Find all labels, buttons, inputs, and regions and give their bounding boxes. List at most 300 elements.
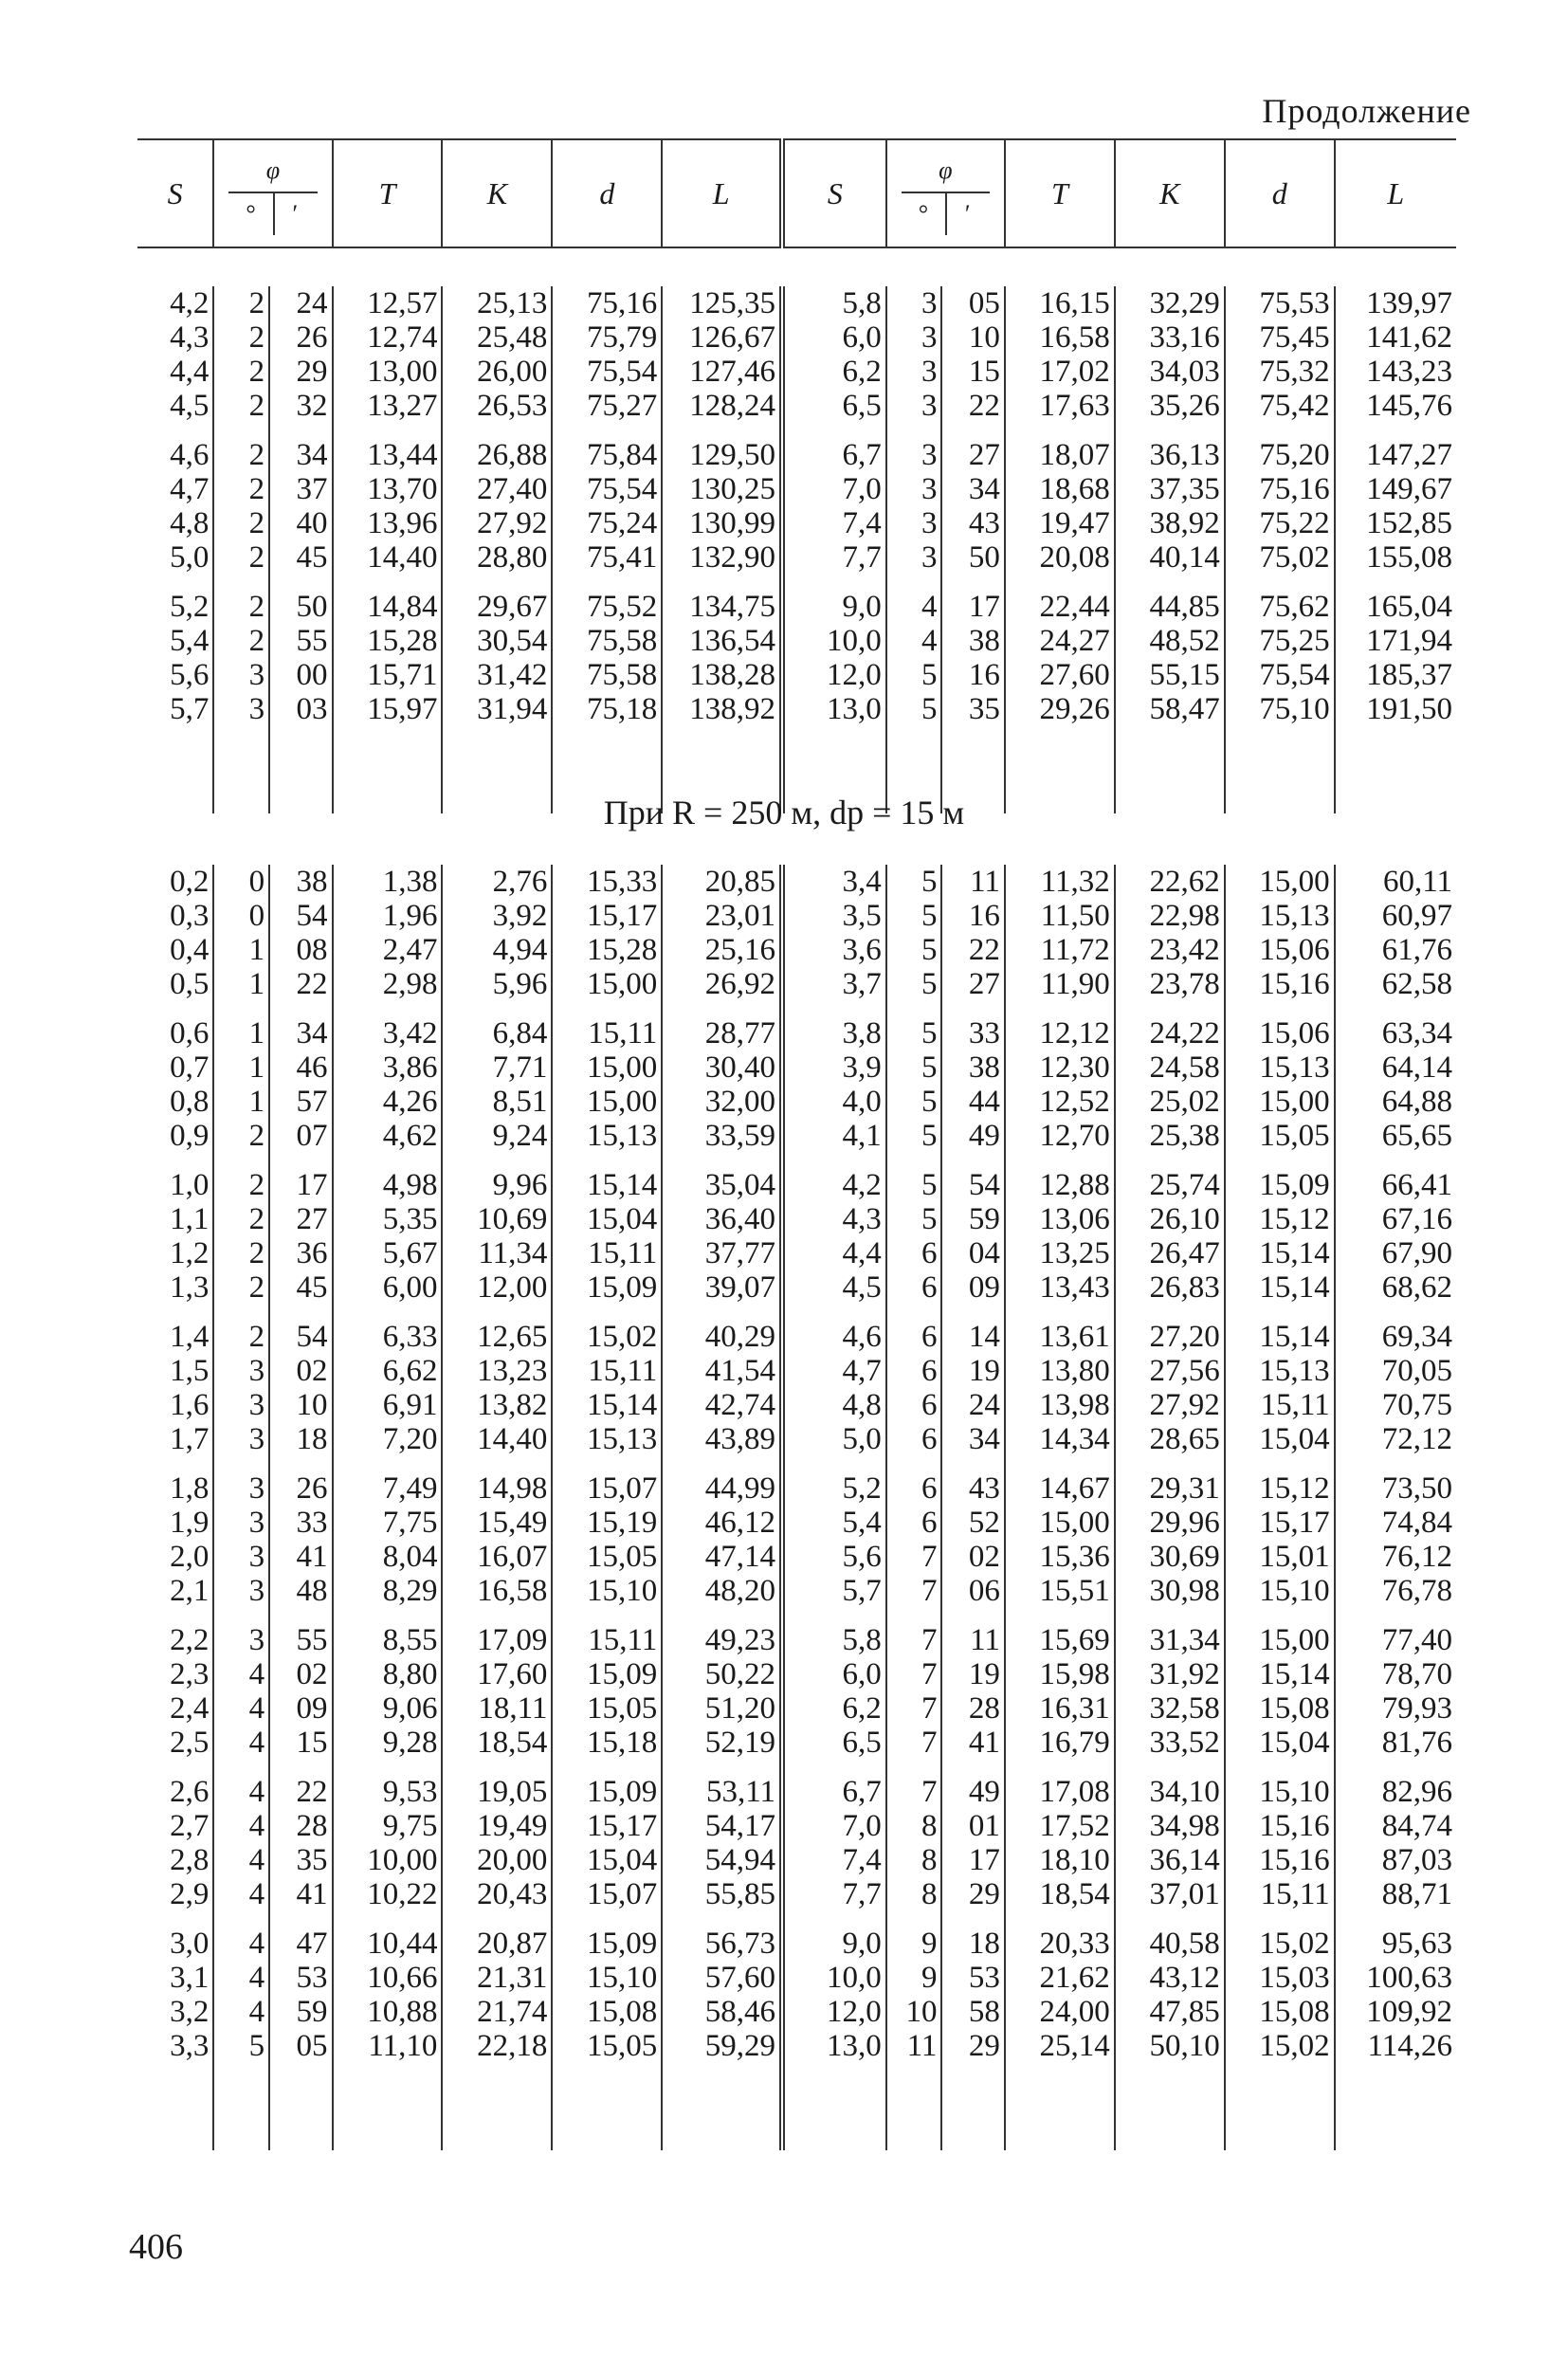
cell-phi-deg: 5 [213,2029,269,2063]
cell-k2: 32,29 [1115,286,1225,320]
page-number: 406 [129,2227,183,2267]
cell-t: 4,26 [333,1085,443,1119]
cell-s: 1,5 [170,1354,210,1388]
cell-k: 20,87 [442,1927,552,1961]
cell-s2: 6,2 [782,355,886,389]
cell-phi-min2: 19 [941,1354,1004,1388]
cell-phi-min: 50 [269,590,332,624]
cell-phi-min: 57 [269,1085,332,1119]
cell-k2: 40,14 [1115,540,1225,575]
cell-l2: 139,97 [1335,286,1456,320]
cell-t2: 11,90 [1005,967,1115,1001]
cell-k: 4,94 [442,933,552,967]
cell-k: 26,88 [442,438,552,472]
cell-phi-deg: 3 [213,1540,269,1574]
cell-k2: 25,38 [1115,1119,1225,1153]
cell-phi-deg2: 9 [886,1961,942,1995]
cell-s2: 4,7 [782,1354,886,1388]
cell-t2: 19,47 [1005,506,1115,540]
cell-t2: 13,80 [1005,1354,1115,1388]
cell-k2: 31,34 [1115,1623,1225,1657]
cell-phi-min: 03 [269,692,332,726]
cell-s2: 12,0 [782,1995,886,2029]
table-row [137,1168,1456,1202]
cell-phi-min2: 05 [941,286,1004,320]
cell-l2: 81,76 [1335,1726,1456,1760]
cell-k2: 27,56 [1115,1354,1225,1388]
header-l: L [1335,139,1456,247]
cell-s: 1,4 [170,1320,210,1354]
cell-t2: 15,00 [1005,1506,1115,1540]
cell-t: 15,28 [333,624,443,658]
cell-l: 50,22 [662,1657,782,1691]
table-row [137,286,1456,320]
cell-t2: 20,08 [1005,540,1115,575]
table-row [137,1691,1456,1726]
cell-phi-min2: 19 [941,1657,1004,1691]
cell-s: 0,6 [170,1016,210,1050]
cell-phi-deg: 1 [213,1050,269,1085]
cell-k2: 58,47 [1115,692,1225,726]
cell-t: 7,20 [333,1422,443,1456]
cell-t: 9,75 [333,1809,443,1843]
cell-s2: 4,5 [782,1270,886,1305]
cell-phi-deg2: 7 [886,1540,942,1574]
cell-d2: 15,10 [1225,1775,1335,1809]
cell-phi-min2: 41 [941,1726,1004,1760]
table-row [137,1775,1456,1809]
cell-d2: 15,08 [1225,1691,1335,1726]
cell-s: 5,6 [170,658,210,692]
cell-s: 0,2 [170,865,210,899]
cell-phi-deg: 1 [213,967,269,1001]
cell-phi-min: 22 [269,967,332,1001]
cell-phi-deg: 1 [213,1016,269,1050]
cell-d2: 15,06 [1225,1016,1335,1050]
cell-l2: 95,63 [1335,1927,1456,1961]
cell-k2: 32,58 [1115,1691,1225,1726]
cell-phi-deg2: 11 [886,2029,942,2063]
cell-t: 11,10 [333,2029,443,2063]
cell-k2: 44,85 [1115,590,1225,624]
cell-l: 129,50 [662,438,782,472]
cell-k: 15,49 [442,1506,552,1540]
cell-l: 41,54 [662,1354,782,1388]
cell-phi-min2: 38 [941,624,1004,658]
cell-l: 51,20 [662,1691,782,1726]
header-t: T [333,139,443,247]
cell-d2: 15,09 [1225,1168,1335,1202]
cell-l: 136,54 [662,624,782,658]
cell-k: 19,49 [442,1809,552,1843]
cell-phi-min2: 43 [941,506,1004,540]
table-row [137,692,1456,726]
cell-k2: 27,92 [1115,1388,1225,1422]
cell-t: 10,88 [333,1995,443,2029]
cell-l: 35,04 [662,1168,782,1202]
cell-l: 58,46 [662,1995,782,2029]
cell-d: 15,09 [552,1657,662,1691]
cell-phi-deg2: 8 [886,1809,942,1843]
cell-s2: 4,3 [782,1202,886,1236]
header-s: S [782,139,886,247]
cell-d: 15,10 [552,1574,662,1608]
cell-d: 15,11 [552,1623,662,1657]
table-row [137,933,1456,967]
cell-d2: 15,14 [1225,1236,1335,1270]
cell-d: 15,00 [552,967,662,1001]
cell-phi-deg: 2 [213,1119,269,1153]
table-row [137,1927,1456,1961]
cell-l2: 60,11 [1335,865,1456,899]
cell-phi-deg: 3 [213,1354,269,1388]
cell-phi-min: 45 [269,1270,332,1305]
header-phi-label: φ [265,156,281,184]
cell-s2: 4,6 [782,1320,886,1354]
cell-l2: 165,04 [1335,590,1456,624]
cell-d2: 15,14 [1225,1320,1335,1354]
cell-t2: 29,26 [1005,692,1115,726]
cell-s: 2,8 [170,1843,210,1877]
cell-t2: 13,61 [1005,1320,1115,1354]
cell-phi-deg: 3 [213,1574,269,1608]
cell-phi-min: 34 [269,438,332,472]
cell-phi-min2: 35 [941,692,1004,726]
cell-k2: 29,31 [1115,1471,1225,1506]
header-phi [886,139,1005,247]
cell-phi-min: 26 [269,1471,332,1506]
cell-l2: 61,76 [1335,933,1456,967]
cell-d: 15,17 [552,899,662,933]
cell-phi-min2: 22 [941,933,1004,967]
cell-d2: 75,45 [1225,320,1335,355]
cell-l2: 191,50 [1335,692,1456,726]
cell-phi-deg2: 7 [886,1623,942,1657]
cell-t: 10,44 [333,1927,443,1961]
cell-d: 75,79 [552,320,662,355]
cell-l2: 73,50 [1335,1471,1456,1506]
cell-l2: 74,84 [1335,1506,1456,1540]
cell-d: 15,14 [552,1388,662,1422]
cell-t2: 12,88 [1005,1168,1115,1202]
cell-d: 15,14 [552,1168,662,1202]
cell-k: 6,84 [442,1016,552,1050]
cell-t2: 11,50 [1005,899,1115,933]
cell-k2: 34,10 [1115,1775,1225,1809]
cell-phi-deg2: 5 [886,1168,942,1202]
cell-phi-deg2: 5 [886,933,942,967]
cell-t: 7,49 [333,1471,443,1506]
cell-d2: 15,14 [1225,1270,1335,1305]
cell-d: 15,11 [552,1354,662,1388]
cell-k: 5,96 [442,967,552,1001]
cell-phi-deg: 3 [213,1471,269,1506]
cell-t: 12,57 [333,286,443,320]
cell-k2: 26,47 [1115,1236,1225,1270]
cell-phi-min: 45 [269,540,332,575]
cell-s: 1,3 [170,1270,210,1305]
cell-l2: 100,63 [1335,1961,1456,1995]
cell-l2: 149,67 [1335,472,1456,506]
cell-phi-min2: 22 [941,389,1004,423]
cell-t2: 15,51 [1005,1574,1115,1608]
cell-l2: 68,62 [1335,1270,1456,1305]
cell-phi-deg: 3 [213,658,269,692]
cell-phi-min2: 54 [941,1168,1004,1202]
cell-phi-deg2: 7 [886,1775,942,1809]
cell-t: 8,04 [333,1540,443,1574]
cell-k2: 35,26 [1115,389,1225,423]
cell-k: 13,23 [442,1354,552,1388]
cell-phi-min: 17 [269,1168,332,1202]
cell-k2: 34,03 [1115,355,1225,389]
table-row [137,865,1456,899]
cell-t2: 16,15 [1005,286,1115,320]
cell-t2: 14,67 [1005,1471,1115,1506]
cell-t: 9,06 [333,1691,443,1726]
cell-k: 29,67 [442,590,552,624]
cell-t2: 24,00 [1005,1995,1115,2029]
cell-phi-min: 34 [269,1016,332,1050]
cell-t: 13,70 [333,472,443,506]
cell-l: 48,20 [662,1574,782,1608]
cell-phi-deg: 4 [213,1927,269,1961]
cell-d2: 75,62 [1225,590,1335,624]
cell-s2: 7,4 [782,1843,886,1877]
cell-l2: 76,78 [1335,1574,1456,1608]
cell-s2: 5,4 [782,1506,886,1540]
cell-phi-min2: 17 [941,590,1004,624]
cell-k2: 38,92 [1115,506,1225,540]
cell-s2: 5,8 [782,1623,886,1657]
cell-s: 2,4 [170,1691,210,1726]
cell-d2: 15,03 [1225,1961,1335,1995]
cell-d2: 75,25 [1225,624,1335,658]
cell-t: 13,96 [333,506,443,540]
cell-d2: 75,10 [1225,692,1335,726]
cell-phi-min: 24 [269,286,332,320]
cell-k: 14,98 [442,1471,552,1506]
table-row [137,1085,1456,1119]
cell-t: 7,75 [333,1506,443,1540]
cell-phi-deg: 3 [213,1422,269,1456]
cell-t2: 17,08 [1005,1775,1115,1809]
cell-phi-min: 05 [269,2029,332,2063]
cell-s: 3,3 [170,2029,210,2063]
cell-t2: 18,68 [1005,472,1115,506]
cell-k2: 30,98 [1115,1574,1225,1608]
cell-phi-deg: 2 [213,355,269,389]
cell-s: 1,7 [170,1422,210,1456]
cell-s2: 7,7 [782,1877,886,1911]
cell-s: 2,3 [170,1657,210,1691]
table-row [137,967,1456,1001]
cell-phi-deg2: 5 [886,1050,942,1085]
cell-s2: 3,4 [782,865,886,899]
cell-phi-deg: 2 [213,389,269,423]
cell-t2: 17,52 [1005,1809,1115,1843]
cell-l2: 70,75 [1335,1388,1456,1422]
cell-l: 132,90 [662,540,782,575]
cell-d2: 15,04 [1225,1726,1335,1760]
cell-k: 17,09 [442,1623,552,1657]
cell-k: 31,42 [442,658,552,692]
cell-k2: 36,13 [1115,438,1225,472]
cell-t: 14,40 [333,540,443,575]
cell-s: 2,7 [170,1809,210,1843]
table-row [137,1471,1456,1506]
cell-s: 2,5 [170,1726,210,1760]
cell-phi-min2: 29 [941,1877,1004,1911]
cell-k2: 37,35 [1115,472,1225,506]
cell-s: 3,0 [170,1927,210,1961]
cell-d: 15,08 [552,1995,662,2029]
cell-d: 15,04 [552,1202,662,1236]
cell-s: 0,8 [170,1085,210,1119]
cell-t2: 11,72 [1005,933,1115,967]
cell-k: 20,00 [442,1843,552,1877]
cell-l2: 109,92 [1335,1995,1456,2029]
header-t: T [1005,139,1115,247]
cell-s: 4,4 [170,355,210,389]
cell-s2: 6,5 [782,389,886,423]
cell-phi-deg2: 3 [886,355,942,389]
cell-d2: 15,14 [1225,1657,1335,1691]
cell-s: 4,7 [170,472,210,506]
cell-phi-deg2: 7 [886,1657,942,1691]
cell-phi-min2: 43 [941,1471,1004,1506]
cell-t: 2,98 [333,967,443,1001]
cell-s: 5,0 [170,540,210,575]
cell-k: 7,71 [442,1050,552,1085]
cell-t2: 24,27 [1005,624,1115,658]
cell-t: 9,28 [333,1726,443,1760]
cell-d: 15,00 [552,1085,662,1119]
continuation-table [137,286,1456,813]
cell-k2: 22,98 [1115,899,1225,933]
cell-s2: 13,0 [782,692,886,726]
cell-phi-min: 47 [269,1927,332,1961]
cell-d2: 15,00 [1225,1623,1335,1657]
cell-l2: 64,88 [1335,1085,1456,1119]
table-row [137,624,1456,658]
cell-k2: 25,02 [1115,1085,1225,1119]
cell-t: 9,53 [333,1775,443,1809]
cell-l: 39,07 [662,1270,782,1305]
table-row [137,899,1456,933]
table-row [137,1995,1456,2029]
cell-l2: 72,12 [1335,1422,1456,1456]
cell-l2: 63,34 [1335,1016,1456,1050]
cell-k2: 43,12 [1115,1961,1225,1995]
table-row [137,658,1456,692]
cell-phi-min2: 16 [941,658,1004,692]
cell-phi-deg: 2 [213,1202,269,1236]
section-title: При R = 250 м, dр = 15 м [603,794,965,831]
cell-t2: 11,32 [1005,865,1115,899]
cell-d2: 75,42 [1225,389,1335,423]
cell-t2: 21,62 [1005,1961,1115,1995]
cell-d: 75,16 [552,286,662,320]
cell-l: 54,94 [662,1843,782,1877]
cell-k: 9,24 [442,1119,552,1153]
cell-s2: 7,7 [782,540,886,575]
cell-phi-min2: 11 [941,1623,1004,1657]
cell-phi-deg2: 5 [886,1202,942,1236]
cell-d: 15,02 [552,1320,662,1354]
cell-l: 59,29 [662,2029,782,2063]
cell-k: 21,31 [442,1961,552,1995]
cell-phi-deg2: 6 [886,1471,942,1506]
cell-phi-deg: 4 [213,1961,269,1995]
cell-s: 5,2 [170,590,210,624]
cell-d: 15,13 [552,1119,662,1153]
cell-phi-deg: 2 [213,624,269,658]
header-k: K [442,139,552,247]
cell-phi-deg: 2 [213,320,269,355]
cell-t2: 18,10 [1005,1843,1115,1877]
cell-s2: 4,2 [782,1168,886,1202]
cell-k: 27,40 [442,472,552,506]
r250-table [137,865,1456,2150]
cell-s: 0,7 [170,1050,210,1085]
cell-k2: 31,92 [1115,1657,1225,1691]
cell-k2: 22,62 [1115,865,1225,899]
cell-l: 42,74 [662,1388,782,1422]
cell-l: 126,67 [662,320,782,355]
cell-phi-deg2: 5 [886,899,942,933]
cell-phi-min2: 01 [941,1809,1004,1843]
cell-d2: 15,05 [1225,1119,1335,1153]
header-phi-minute: ′ [292,200,299,228]
cell-d2: 15,02 [1225,2029,1335,2063]
cell-s2: 5,0 [782,1422,886,1456]
cell-t: 6,91 [333,1388,443,1422]
cell-l: 56,73 [662,1927,782,1961]
cell-phi-min: 29 [269,355,332,389]
cell-phi-min2: 58 [941,1995,1004,2029]
cell-l: 33,59 [662,1119,782,1153]
cell-k: 14,40 [442,1422,552,1456]
cell-phi-min: 37 [269,472,332,506]
cell-d2: 15,16 [1225,967,1335,1001]
table-row [137,320,1456,355]
cell-phi-deg: 4 [213,1995,269,2029]
cell-phi-deg: 2 [213,472,269,506]
cell-s2: 7,4 [782,506,886,540]
cell-phi-deg: 4 [213,1843,269,1877]
cell-d2: 15,08 [1225,1995,1335,2029]
cell-t2: 16,58 [1005,320,1115,355]
cell-phi-deg: 2 [213,438,269,472]
cell-phi-min: 02 [269,1657,332,1691]
cell-k: 3,92 [442,899,552,933]
cell-k2: 30,69 [1115,1540,1225,1574]
cell-d: 15,19 [552,1506,662,1540]
cell-s2: 4,1 [782,1119,886,1153]
cell-d2: 15,11 [1225,1877,1335,1911]
cell-s2: 10,0 [782,1961,886,1995]
table-row [137,1843,1456,1877]
cell-t: 2,47 [333,933,443,967]
cell-l: 44,99 [662,1471,782,1506]
cell-s: 0,5 [170,967,210,1001]
table-row [137,1388,1456,1422]
cell-l: 53,11 [662,1775,782,1809]
cell-phi-min: 26 [269,320,332,355]
cell-phi-deg: 3 [213,1623,269,1657]
cell-d: 75,54 [552,472,662,506]
